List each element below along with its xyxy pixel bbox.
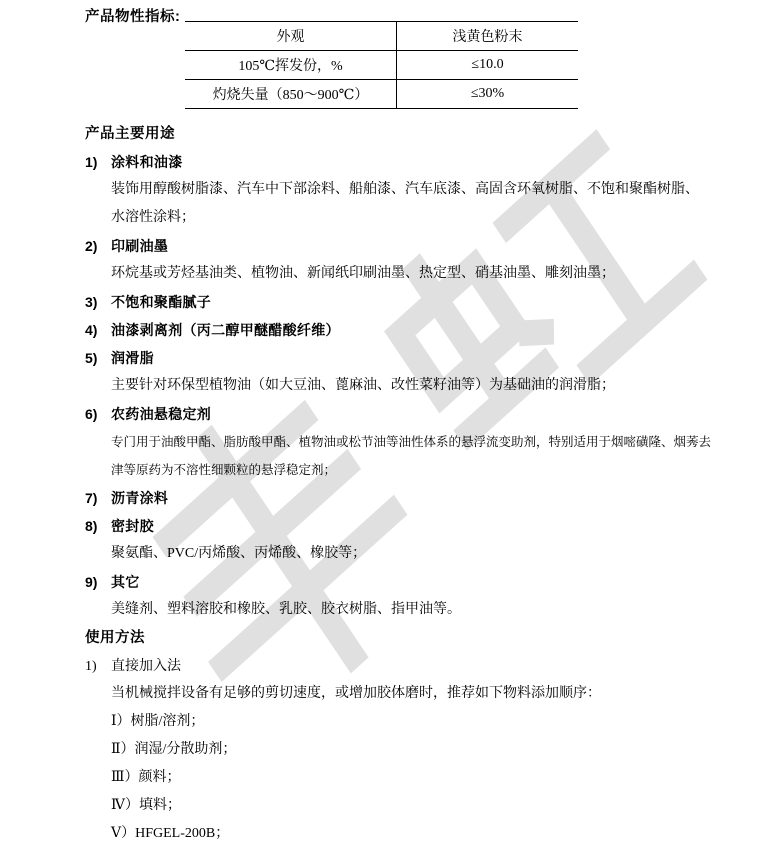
table-row-ignition-loss [185,80,578,109]
item-number: 2) [85,238,98,254]
use-item-2-body: 环烷基或芳烃基油类、植物油、新闻纸印刷油墨、热定型、硝基油墨、雕刻油墨； [111,266,615,281]
usage-step-2: Ⅱ）润湿/分散助剂； [111,742,237,757]
use-item-9-body: 美缝剂、塑料溶胶和橡胶、乳胶、胶衣树脂、指甲油等。 [111,602,461,617]
property-name-cell: 外观 [185,22,397,51]
item-number: 1) [85,659,97,674]
use-item-4 [85,316,717,344]
item-number: 4) [85,322,98,338]
use-item-7 [85,484,717,512]
item-number: 8) [85,518,98,534]
item-title: 其它 [111,574,140,590]
use-item-8-body: 聚氨酯、PVC/丙烯酸、丙烯酸、橡胶等； [111,546,367,561]
property-value-cell: ≤10.0 [397,51,579,80]
use-item-1 [85,148,717,176]
use-item-1-body: 装饰用醇酸树脂漆、汽车中下部涂料、船舶漆、汽车底漆、高固含环氧树脂、不饱和聚酯树脂、水溶性涂料； [111,182,699,225]
usage-method-1-body: 当机械搅拌设备有足够的剪切速度，或增加胶体磨时，推荐如下物料添加顺序： [111,686,601,701]
item-number: 9) [85,574,98,590]
item-number: 7) [85,490,98,506]
use-item-2 [85,232,717,260]
property-value-cell: ≤30% [397,80,579,109]
table-row-appearance [185,22,578,51]
item-number: 5) [85,350,98,366]
method-title: 直接加入法 [111,659,181,674]
item-title: 润滑脂 [111,350,154,366]
use-item-8 [85,512,717,540]
usage-method-1 [85,652,717,680]
item-title: 油漆剥离剂（丙二醇甲醚醋酸纤维） [111,322,340,338]
property-name-cell: 灼烧失量（850～900℃） [185,80,397,109]
usage-heading: 使用方法 [85,630,145,646]
usage-step-3: Ⅲ）颜料； [111,770,181,785]
item-number: 3) [85,294,98,310]
property-value-cell: 浅黄色粉末 [397,22,579,51]
document-content [85,8,717,841]
use-item-6-body: 专门用于油酸甲酯、脂肪酸甲酯、植物油或松节油等油性体系的悬浮流变助剂，特别适用于烟嘧磺隆、烟莠去津等原药为不溶性细颗粒的悬浮稳定剂； [111,435,712,477]
item-title: 不饱和聚酯腻子 [111,294,212,310]
use-item-6 [85,400,717,428]
usage-step-5: Ⅴ）HFGEL-200B； [111,826,230,841]
item-title: 农药油悬稳定剂 [111,406,212,422]
use-item-5 [85,344,717,372]
item-title: 涂料和油漆 [111,154,183,170]
properties-table [185,21,578,109]
item-title: 印刷油墨 [111,238,169,254]
properties-section [85,8,717,120]
table-row-volatiles [185,51,578,80]
property-name-cell: 105℃挥发份，% [185,51,397,80]
usage-step-4: Ⅳ）填料； [111,798,181,813]
item-number: 6) [85,406,98,422]
use-item-5-body: 主要针对环保型植物油（如大豆油、蓖麻油、改性菜籽油等）为基础油的润滑脂； [111,378,615,393]
usage-step-1: Ⅰ）树脂/溶剂； [111,714,205,729]
item-title: 密封胶 [111,518,154,534]
uses-heading: 产品主要用途 [85,126,175,142]
use-item-9 [85,568,717,596]
item-title: 沥青涂料 [111,490,169,506]
properties-heading: 产品物性指标: [85,9,181,25]
item-number: 1) [85,154,98,170]
use-item-3 [85,288,717,316]
